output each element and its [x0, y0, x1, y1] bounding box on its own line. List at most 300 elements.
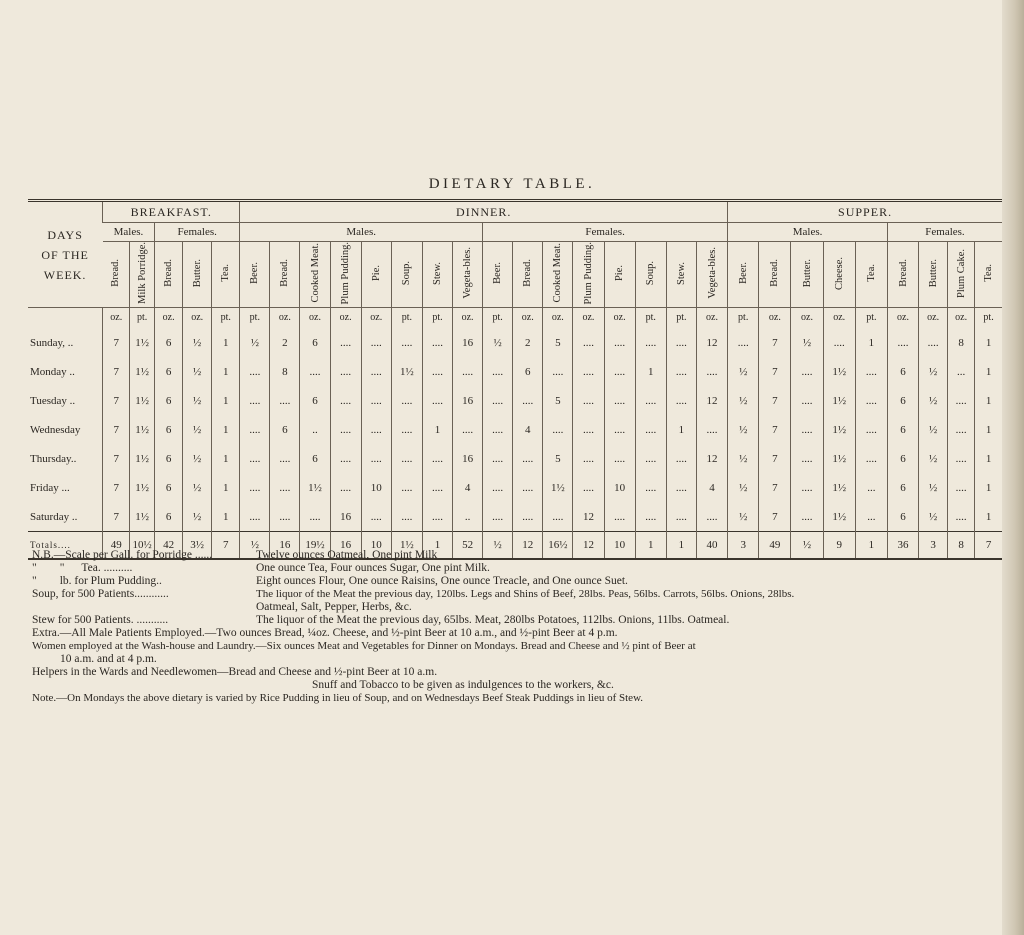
table-cell: .... — [604, 415, 635, 444]
table-cell: 1 — [855, 328, 887, 357]
table-cell: .... — [696, 357, 727, 386]
unit-cell: oz. — [330, 308, 361, 329]
table-row — [28, 386, 1002, 415]
column-label: Cheese. — [833, 256, 845, 290]
table-cell: .... — [300, 357, 330, 386]
table-cell: ½ — [919, 444, 948, 473]
table-cell: 7 — [103, 415, 130, 444]
table-cell: 8 — [948, 328, 975, 357]
unit-cell: oz. — [759, 308, 791, 329]
table-cell: 4 — [453, 473, 483, 502]
unit-cell: oz. — [513, 308, 543, 329]
dinner-female-col-header — [635, 242, 666, 308]
total-cell: ½ — [791, 532, 823, 560]
column-label: Tea. — [220, 264, 232, 283]
supper-male-col-header — [823, 242, 855, 308]
table-cell: .... — [855, 357, 887, 386]
table-cell: 1½ — [130, 357, 155, 386]
table-cell: ½ — [728, 473, 759, 502]
table-cell: .. — [453, 502, 483, 532]
table-cell: 1 — [635, 357, 666, 386]
table-cell: .... — [330, 386, 361, 415]
unit-cell: pt. — [130, 308, 155, 329]
table-cell: 1½ — [823, 502, 855, 532]
table-cell: .... — [513, 502, 543, 532]
table-cell: .... — [635, 473, 666, 502]
table-cell: .... — [361, 386, 391, 415]
table-cell: .... — [696, 415, 727, 444]
table-cell: 1 — [975, 473, 1002, 502]
dinner-females-header: Females. — [483, 223, 728, 242]
supper-male-col-header — [791, 242, 823, 308]
table-cell: 16 — [453, 386, 483, 415]
table-cell: 1 — [212, 415, 240, 444]
table-cell: .... — [361, 357, 391, 386]
table-cell: 1½ — [130, 473, 155, 502]
table-cell: 7 — [759, 502, 791, 532]
table-cell: 10 — [361, 473, 391, 502]
unit-cell: pt. — [635, 308, 666, 329]
total-cell: 16 — [330, 532, 361, 560]
table-cell: 1½ — [543, 473, 573, 502]
total-cell: 7 — [975, 532, 1002, 560]
unit-cell: oz. — [604, 308, 635, 329]
table-cell: 2 — [513, 328, 543, 357]
table-cell: 6 — [300, 386, 330, 415]
table-cell: .... — [948, 473, 975, 502]
table-cell: .... — [391, 502, 422, 532]
table-cell: 6 — [887, 473, 918, 502]
table-cell: 6 — [887, 415, 918, 444]
table-cell: ½ — [183, 502, 212, 532]
table-cell: .... — [330, 415, 361, 444]
table-cell: ½ — [183, 444, 212, 473]
table-cell: 1½ — [823, 473, 855, 502]
table-cell: .... — [604, 502, 635, 532]
table-cell: 7 — [759, 328, 791, 357]
supper-males-header: Males. — [728, 223, 888, 242]
column-label: Beer. — [737, 262, 749, 285]
unit-cell: oz. — [183, 308, 212, 329]
breakfast-female-col-header — [183, 242, 212, 308]
page-edge-shadow — [1002, 0, 1024, 935]
unit-cell: oz. — [155, 308, 183, 329]
unit-cell: oz. — [823, 308, 855, 329]
table-cell: .... — [483, 415, 513, 444]
table-cell: .... — [361, 444, 391, 473]
column-label: Plum Pudding. — [340, 242, 352, 305]
day-label: Saturday .. — [30, 510, 78, 523]
table-cell: .... — [887, 328, 918, 357]
unit-cell: oz. — [103, 308, 130, 329]
table-cell: .... — [513, 444, 543, 473]
supper-female-col-header — [948, 242, 975, 308]
unit-cell: pt. — [391, 308, 422, 329]
dinner-female-col-header — [573, 242, 604, 308]
table-cell: ½ — [919, 415, 948, 444]
unit-cell: oz. — [543, 308, 573, 329]
table-cell: 7 — [759, 386, 791, 415]
table-cell: .... — [240, 386, 270, 415]
table-cell: 7 — [103, 328, 130, 357]
table-cell: .... — [791, 357, 823, 386]
note-plum-pudding: " lb. for Plum Pudding.. Eight ounces Flour, One ounce Raisins, One ounce Treacle, and One ounce Suet. — [32, 575, 628, 587]
breakfast-female-col-header — [155, 242, 183, 308]
dinner-female-col-header — [483, 242, 513, 308]
page-title: DIETARY TABLE. — [428, 176, 596, 192]
total-cell: 12 — [573, 532, 604, 560]
dinner-male-col-header — [300, 242, 330, 308]
table-cell: .... — [635, 502, 666, 532]
table-cell: .... — [391, 415, 422, 444]
dinner-male-col-header — [361, 242, 391, 308]
table-cell: 6 — [155, 502, 183, 532]
total-cell: 16½ — [543, 532, 573, 560]
table-cell: .... — [330, 473, 361, 502]
table-cell: 6 — [300, 444, 330, 473]
table-cell: .. — [300, 415, 330, 444]
unit-cell: pt. — [212, 308, 240, 329]
supper-female-col-header — [975, 242, 1002, 308]
table-cell: 7 — [759, 473, 791, 502]
dinner-male-col-header — [453, 242, 483, 308]
breakfast-female-col-header — [212, 242, 240, 308]
total-cell: 40 — [696, 532, 727, 560]
table-cell: 1½ — [130, 415, 155, 444]
table-cell: 4 — [696, 473, 727, 502]
table-cell: .... — [635, 444, 666, 473]
column-label: Bread. — [279, 259, 291, 288]
table-cell: .... — [270, 386, 300, 415]
table-cell: .... — [635, 415, 666, 444]
table-cell: .... — [855, 444, 887, 473]
column-header-row — [28, 242, 1002, 308]
table-cell: ½ — [919, 502, 948, 532]
table-cell: 7 — [103, 502, 130, 532]
table-cell: .... — [391, 328, 422, 357]
total-cell: 49 — [759, 532, 791, 560]
table-cell: 6 — [887, 386, 918, 415]
column-label: Beer. — [492, 262, 504, 285]
column-label: Bread. — [163, 259, 175, 288]
table-cell: ½ — [183, 386, 212, 415]
table-cell: 1 — [975, 415, 1002, 444]
column-label: Butter. — [801, 259, 813, 288]
table-cell: ½ — [728, 415, 759, 444]
total-cell: 3 — [728, 532, 759, 560]
table-cell: .... — [422, 328, 452, 357]
dinner-female-col-header — [543, 242, 573, 308]
table-cell: 8 — [270, 357, 300, 386]
table-cell: .... — [483, 473, 513, 502]
table-cell: ½ — [240, 328, 270, 357]
column-label: Bread. — [769, 259, 781, 288]
table-cell: .... — [948, 444, 975, 473]
table-cell: .... — [330, 357, 361, 386]
dinner-female-col-header — [666, 242, 696, 308]
column-label: Bread. — [110, 259, 122, 288]
table-cell: .... — [453, 415, 483, 444]
dinner-female-col-header — [513, 242, 543, 308]
supper-females-header: Females. — [887, 223, 1002, 242]
table-cell: 1 — [212, 357, 240, 386]
table-cell: 1 — [212, 386, 240, 415]
table-cell: ½ — [728, 444, 759, 473]
table-cell: 1 — [212, 444, 240, 473]
table-cell: .... — [791, 415, 823, 444]
note-mondays: Note.—On Mondays the above dietary is varied by Rice Pudding in lieu of Soup, and on Wednesdays Beef Steak Puddings in lieu of Stew. — [32, 692, 644, 704]
table-cell: 5 — [543, 328, 573, 357]
table-cell: .... — [422, 444, 452, 473]
table-cell: .... — [543, 357, 573, 386]
table-cell: 1 — [422, 415, 452, 444]
table-cell: .... — [604, 444, 635, 473]
table-cell: 1 — [212, 328, 240, 357]
table-cell: 1 — [212, 473, 240, 502]
note-women-continued: 10 a.m. and at 4 p.m. — [60, 653, 157, 665]
unit-cell: pt. — [666, 308, 696, 329]
table-cell: .... — [948, 415, 975, 444]
table-cell: .... — [666, 357, 696, 386]
table-cell: .... — [604, 357, 635, 386]
table-cell: 6 — [300, 328, 330, 357]
table-cell: .... — [270, 473, 300, 502]
breakfast-males-header: Males. — [103, 223, 155, 242]
dinner-male-col-header — [422, 242, 452, 308]
table-cell: 7 — [103, 386, 130, 415]
table-cell: .... — [330, 444, 361, 473]
table-cell: 1½ — [300, 473, 330, 502]
supper-male-col-header — [855, 242, 887, 308]
total-cell: 1 — [422, 532, 452, 560]
table-cell: .... — [855, 415, 887, 444]
note-porridge: N.B.—Scale per Gall. for Porridge ...... Twelve ounces Oatmeal, One pint Milk — [32, 549, 438, 561]
total-cell: 36 — [887, 532, 918, 560]
table-cell: .... — [240, 415, 270, 444]
table-cell: .... — [573, 357, 604, 386]
table-row — [28, 415, 1002, 444]
table-cell: 12 — [696, 444, 727, 473]
table-cell: 1 — [212, 502, 240, 532]
table-cell: 7 — [103, 473, 130, 502]
table-row — [28, 502, 1002, 532]
day-label: Wednesday — [30, 423, 81, 436]
table-cell: 4 — [513, 415, 543, 444]
table-cell: ½ — [183, 357, 212, 386]
table-cell: ½ — [919, 473, 948, 502]
total-cell: 9 — [823, 532, 855, 560]
table-cell: .... — [483, 386, 513, 415]
table-row — [28, 444, 1002, 473]
column-label: Stew. — [431, 261, 443, 285]
table-cell: 6 — [155, 415, 183, 444]
unit-cell: pt. — [240, 308, 270, 329]
dietary-table — [28, 199, 1002, 560]
table-cell: .... — [573, 328, 604, 357]
table-cell: .... — [240, 473, 270, 502]
table-cell: .... — [573, 444, 604, 473]
table-cell: ½ — [791, 328, 823, 357]
unit-cell: oz. — [270, 308, 300, 329]
column-label: Tea. — [983, 264, 995, 283]
day-label: Thursday.. — [30, 452, 77, 465]
table-cell: 12 — [696, 328, 727, 357]
day-label: Sunday, .. — [30, 336, 74, 349]
note-women: Women employed at the Wash-house and Laundry.—Six ounces Meat and Vegetables for Dinner on Mondays. Bread and Cheese and ½ pint of Beer at — [32, 640, 696, 652]
table-cell: .... — [696, 502, 727, 532]
table-cell: ½ — [919, 357, 948, 386]
table-cell: .... — [422, 386, 452, 415]
day-label: Monday .. — [30, 365, 75, 378]
units-row — [28, 308, 1002, 329]
table-row — [28, 473, 1002, 502]
table-cell: 1 — [975, 444, 1002, 473]
table-cell: .... — [483, 502, 513, 532]
table-cell: 1 — [666, 415, 696, 444]
unit-cell: oz. — [948, 308, 975, 329]
unit-cell: pt. — [483, 308, 513, 329]
column-label: Plum Cake. — [955, 248, 967, 298]
table-cell: .... — [948, 502, 975, 532]
column-label: Butter. — [191, 259, 203, 288]
total-cell: 10 — [361, 532, 391, 560]
supper-female-col-header — [919, 242, 948, 308]
column-label: Pie. — [614, 265, 626, 282]
table-cell: .... — [791, 386, 823, 415]
table-cell: 12 — [696, 386, 727, 415]
dinner-male-col-header — [240, 242, 270, 308]
table-cell: 6 — [887, 502, 918, 532]
table-cell: .... — [604, 386, 635, 415]
total-cell: 10½ — [130, 532, 155, 560]
breakfast-females-header: Females. — [155, 223, 240, 242]
dinner-female-col-header — [696, 242, 727, 308]
units-row-spacer — [28, 308, 103, 329]
table-cell: 10 — [604, 473, 635, 502]
column-label: Bread. — [897, 259, 909, 288]
total-cell: ½ — [240, 532, 270, 560]
table-cell: .... — [948, 386, 975, 415]
unit-cell: pt. — [855, 308, 887, 329]
table-cell: 7 — [759, 415, 791, 444]
total-cell: 19½ — [300, 532, 330, 560]
note-soup: Soup, for 500 Patients............ The liquor of the Meat the previous day, 120lbs. Legs and Shins of Beef, 28lbs. Peas, 56lbs. Carrots, 56lbs. Onions, 28lbs. — [32, 588, 795, 600]
table-cell: 7 — [103, 357, 130, 386]
breakfast-header: BREAKFAST. — [103, 201, 240, 223]
table-cell: 1½ — [130, 386, 155, 415]
table-row — [28, 357, 1002, 386]
table-cell: .... — [483, 444, 513, 473]
table-cell: 16 — [330, 502, 361, 532]
table-cell: 1½ — [130, 328, 155, 357]
table-cell: .... — [391, 473, 422, 502]
column-label: Cooked Meat. — [552, 243, 564, 303]
table-cell: 1 — [975, 386, 1002, 415]
table-cell: 2 — [270, 328, 300, 357]
table-cell: .... — [543, 502, 573, 532]
total-cell: 49 — [103, 532, 130, 560]
column-label: Plum Pudding. — [582, 242, 594, 305]
table-cell: 1½ — [823, 386, 855, 415]
unit-cell: pt. — [422, 308, 452, 329]
total-cell: 16 — [270, 532, 300, 560]
table-cell: .... — [635, 328, 666, 357]
unit-cell: oz. — [887, 308, 918, 329]
table-cell: 6 — [155, 473, 183, 502]
total-cell: 12 — [513, 532, 543, 560]
total-cell: 1 — [855, 532, 887, 560]
table-cell: 1 — [975, 502, 1002, 532]
table-row — [28, 328, 1002, 357]
table-cell: 6 — [513, 357, 543, 386]
day-label: Tuesday .. — [30, 394, 76, 407]
table-cell: .... — [422, 357, 452, 386]
table-cell: 1½ — [130, 444, 155, 473]
dinner-female-col-header — [604, 242, 635, 308]
unit-cell: oz. — [361, 308, 391, 329]
table-cell: .... — [919, 328, 948, 357]
table-cell: .... — [823, 328, 855, 357]
table-cell: 1½ — [823, 357, 855, 386]
table-cell: 6 — [887, 357, 918, 386]
table-cell: ½ — [183, 415, 212, 444]
table-cell: .... — [513, 473, 543, 502]
notes-section — [32, 549, 1002, 705]
table-cell: ½ — [728, 357, 759, 386]
total-cell: 52 — [453, 532, 483, 560]
table-cell: 1½ — [823, 415, 855, 444]
note-stew: Stew for 500 Patients. ........... The liquor of the Meat the previous day, 65lbs. Meat, 280lbs Potatoes, 112lbs. Onions, 11lbs. Oatmeal. — [32, 614, 730, 626]
dinner-header: DINNER. — [240, 201, 728, 223]
column-label: Tea. — [865, 264, 877, 283]
table-cell: 1½ — [391, 357, 422, 386]
unit-cell: pt. — [975, 308, 1002, 329]
note-soup-continued: Oatmeal, Salt, Pepper, Herbs, &c. — [256, 601, 412, 613]
unit-cell: oz. — [453, 308, 483, 329]
table-cell: 16 — [453, 444, 483, 473]
table-cell: .... — [513, 386, 543, 415]
unit-cell: oz. — [573, 308, 604, 329]
supper-header: SUPPER. — [728, 201, 1002, 223]
table-cell: ½ — [183, 473, 212, 502]
table-cell: .... — [361, 502, 391, 532]
total-cell: 7 — [212, 532, 240, 560]
dinner-males-header: Males. — [240, 223, 483, 242]
table-cell: .... — [791, 444, 823, 473]
dinner-male-col-header — [330, 242, 361, 308]
table-cell: .... — [666, 444, 696, 473]
table-cell: .... — [361, 328, 391, 357]
table-cell: .... — [240, 502, 270, 532]
breakfast-male-col-header — [103, 242, 130, 308]
table-cell: .... — [666, 386, 696, 415]
table-cell: 12 — [573, 502, 604, 532]
unit-cell: oz. — [696, 308, 727, 329]
column-label: Stew. — [675, 261, 687, 285]
note-helpers: Helpers in the Wards and Needlewomen—Bread and Cheese and ½-pint Beer at 10 a.m. — [32, 666, 438, 678]
table-cell: ... — [948, 357, 975, 386]
table-cell: ½ — [728, 386, 759, 415]
column-label: Bread. — [522, 259, 534, 288]
table-cell: 1 — [975, 328, 1002, 357]
table-cell: ½ — [728, 502, 759, 532]
column-label: Soup. — [401, 261, 413, 286]
total-cell: 3 — [919, 532, 948, 560]
table-cell: .... — [453, 357, 483, 386]
note-tea: " " Tea. .......... One ounce Tea, Four ounces Sugar, One pint Milk. — [32, 562, 490, 574]
total-cell: 1 — [666, 532, 696, 560]
table-cell: ½ — [183, 328, 212, 357]
